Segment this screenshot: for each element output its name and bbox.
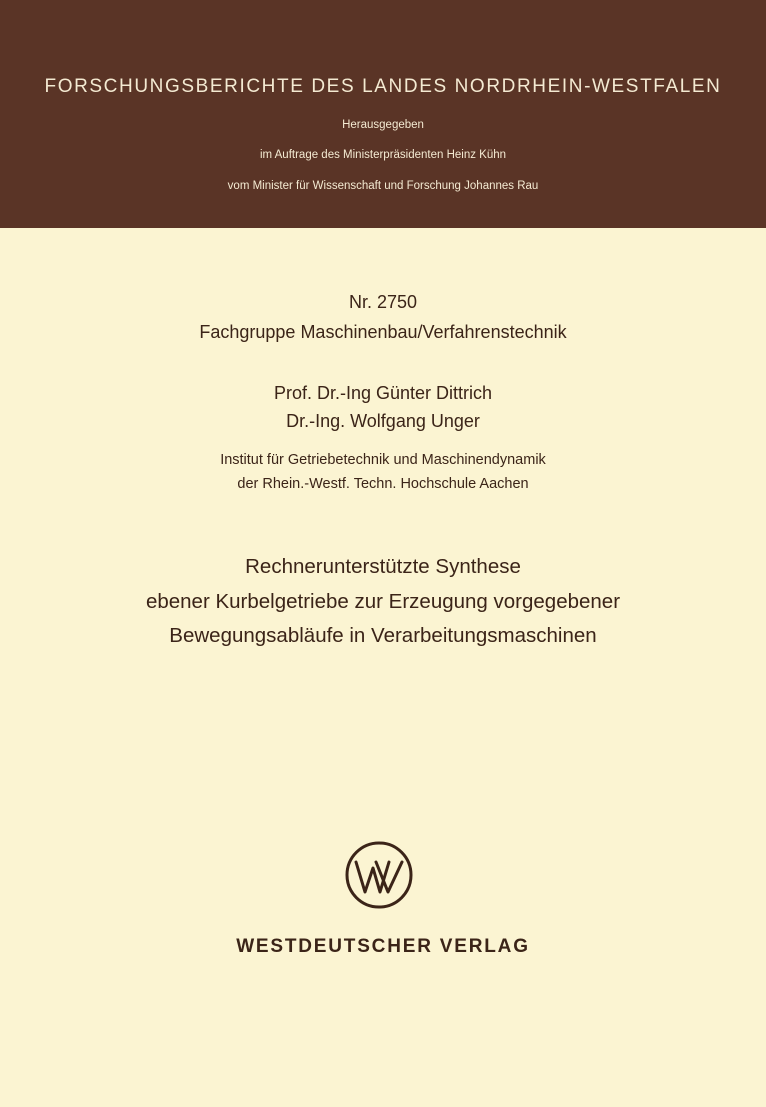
header-band <box>0 0 766 228</box>
report-number: Nr. 2750 <box>348 292 418 312</box>
author-1: Prof. Dr.-Ing Günter Dittrich <box>273 383 493 403</box>
series-title: FORSCHUNGSBERICHTE DES LANDES NORDRHEIN-WESTFALEN <box>44 76 722 97</box>
institute-line-2: der Rhein.-Westf. Techn. Hochschule Aachen <box>237 476 529 492</box>
subject-group: Fachgruppe Maschinenbau/Verfahrenstechnik <box>199 322 567 342</box>
title-line-3: Bewegungsabläufe in Verarbeitungsmaschinen <box>169 624 597 647</box>
institute-line-1: Institut für Getriebetechnik und Maschinendynamik <box>220 452 546 468</box>
title-line-1: Rechnerunterstützte Synthese <box>245 555 521 578</box>
minister-line: vom Minister für Wissenschaft und Forschung Johannes Rau <box>227 180 539 192</box>
publisher-name: WESTDEUTSCHER VERLAG <box>236 936 530 957</box>
commission-line: im Auftrage des Ministerpräsidenten Heinz Kühn <box>259 149 507 161</box>
publisher-logo-icon <box>344 840 414 910</box>
title-line-2: ebener Kurbelgetriebe zur Erzeugung vorgegebener <box>145 590 621 613</box>
author-2: Dr.-Ing. Wolfgang Unger <box>286 411 480 431</box>
editor-line: Herausgegeben <box>342 119 424 131</box>
